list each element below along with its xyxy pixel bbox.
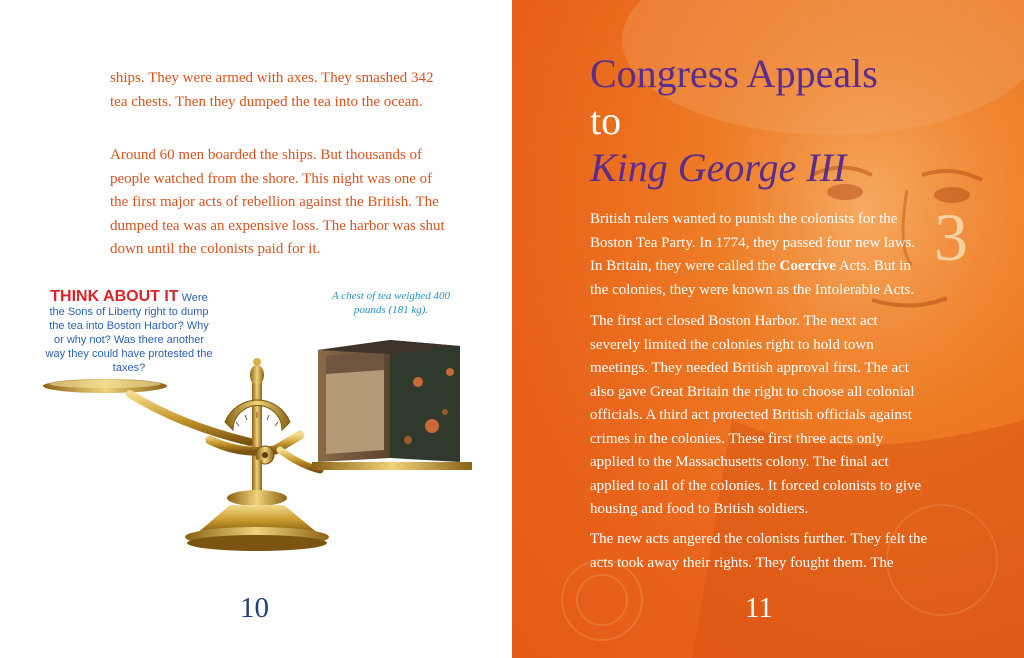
- right-paragraph-1-before: British rulers wanted to punish the colonists for the Boston Tea Party. In 1774, they passed four new laws. In Britain, they were called the: [590, 211, 916, 274]
- tea-chest-caption: A chest of tea weighed 400 pounds (181 kg).: [331, 290, 451, 316]
- right-paragraph-1-text: [590, 208, 922, 302]
- page-number-right: 11: [745, 592, 773, 624]
- page-number-left: 10: [240, 592, 269, 624]
- think-about-it-text: Were the Sons of Liberty right to dump the tea into Boston Harbor? Why or why not? Was there another way they could have protested the taxes?: [45, 292, 213, 374]
- coercive-keyword: Coercive: [779, 258, 836, 274]
- chapter-title-line-3: King George III: [590, 145, 847, 190]
- chapter-title-line-2: to: [590, 98, 622, 143]
- right-paragraph-1-after: Acts. But in the colonies, they were known as the Intolerable Acts.: [590, 258, 915, 298]
- left-paragraph-2: [110, 144, 450, 271]
- right-paragraph-3: [590, 528, 930, 575]
- think-about-it-heading: THINK ABOUT IT: [50, 288, 179, 305]
- right-paragraph-2: [590, 310, 930, 522]
- left-paragraph-2-text: Around 60 men boarded the ships. But thousands of people watched from the shore. This night was one of the first major acts of rebellion against the British. The dumped tea was an expensive loss. The harbor was shut down until the colonists paid for it.: [110, 147, 445, 257]
- scale-with-tea-chest-illustration: [40, 330, 480, 555]
- right-paragraph-3-text: The new acts angered the colonists further. They felt the acts took away their rights. They fought them. The: [590, 531, 928, 571]
- chapter-title-line-1: Congress Appeals: [590, 51, 878, 96]
- right-paragraph-2-text: The first act closed Boston Harbor. The next act severely limited the colonies right to hold town meetings. They needed British approval first. The act also gave Great Britain the right to choose all colonial officials. A third act protected British officials against crimes in the colonies. These first three acts only applied to the Massachusetts colony. The final act applied to all of the colonies. It forced colonists to give housing and food to British soldiers.: [590, 313, 922, 517]
- tea-chest: [318, 340, 460, 462]
- chapter-number: 3: [934, 199, 968, 275]
- right-paragraph-1: [590, 208, 922, 302]
- left-paragraph-1: [110, 67, 450, 123]
- chapter-title: [590, 50, 878, 191]
- left-paragraph-1-text: ships. They were armed with axes. They smashed 342 tea chests. Then they dumped the tea into the ocean.: [110, 70, 434, 110]
